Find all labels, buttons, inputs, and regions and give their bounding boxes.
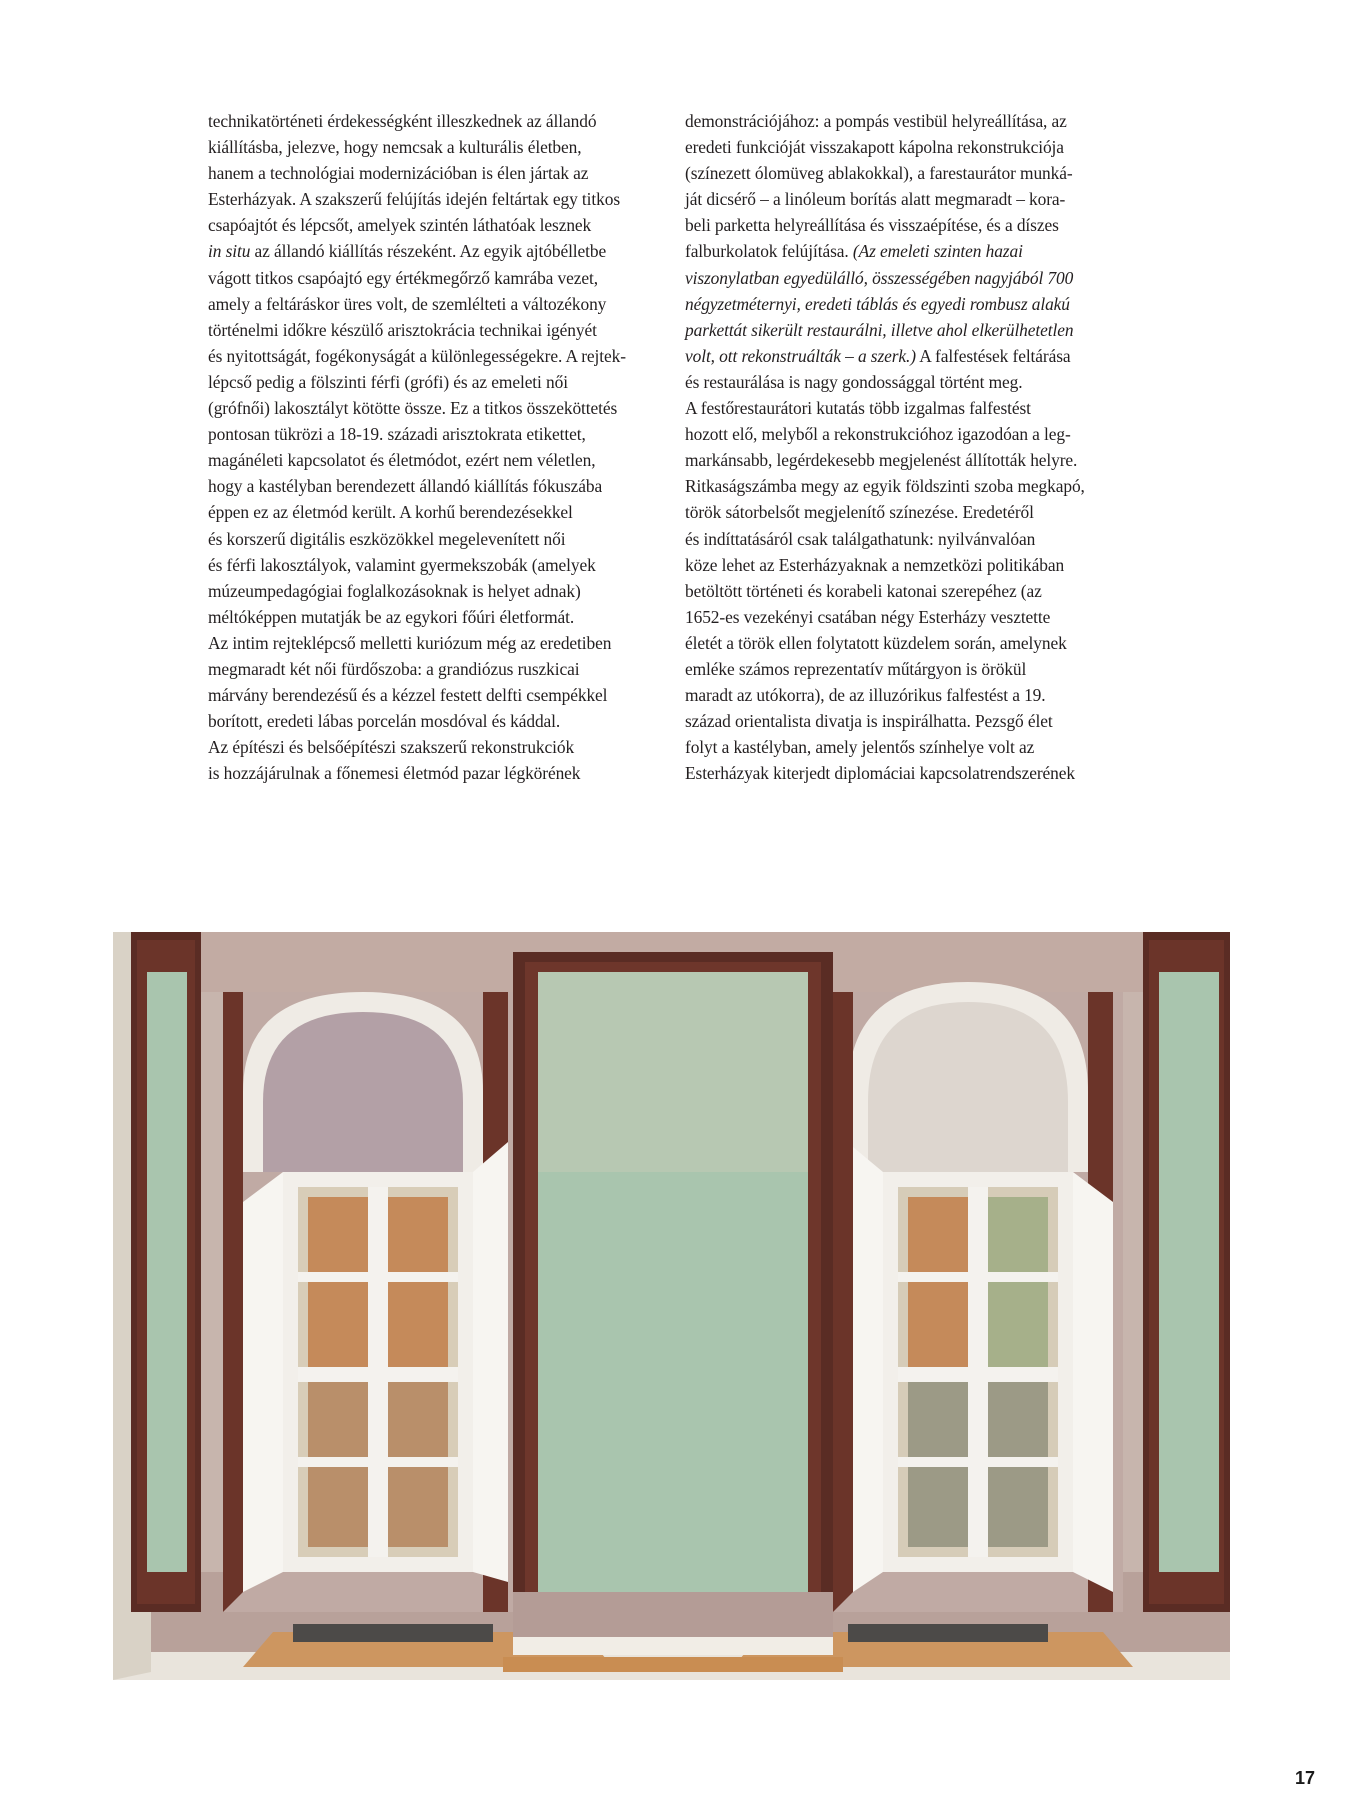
text-line: Ritkaságszámba megy az egyik földszinti szoba megkapó,: [685, 476, 1085, 497]
right-wall-panel: [1143, 932, 1230, 1612]
text-line: eredeti funkcióját visszakapott kápolna rekonstrukciója: [685, 137, 1064, 158]
text-line: (grófnői) lakosztályt kötötte össze. Ez a titkos összeköttetés: [208, 398, 618, 419]
text-line: technikatörténeti érdekességként illeszkednek az állandó: [208, 111, 597, 131]
text-line: (színezett ólomüveg ablakokkal), a farestaurátor munká-: [685, 163, 1073, 184]
text-line: betöltött történeti és korabeli katonai szerepéhez (az: [685, 580, 1042, 601]
text-line: és indíttatásáról csak találgathatunk: nyilvánvalóan: [685, 528, 1036, 549]
text-line: Esterházyak kiterjedt diplomáciai kapcsolatrendszerének: [685, 763, 1075, 784]
text-line: és férfi lakosztályok, valamint gyermekszobák (amelyek: [208, 554, 596, 575]
text-line: parkettát sikerült restaurálni, illetve ahol elkerülhetetlen: [685, 319, 1074, 340]
left-window: [243, 1142, 508, 1592]
text-line: éppen ez az életmód került. A korhű berendezésekkel: [208, 502, 573, 523]
text-line: amely a feltáráskor üres volt, de szemlélteti a változékony: [208, 293, 607, 314]
text-line: Az intim rejteklépcső melletti kuriózum még az eredetiben: [208, 632, 612, 653]
text-line: Az építészi és belsőépítészi szakszerű rekonstrukciók: [208, 737, 575, 758]
room-photo: [113, 932, 1230, 1680]
text-line: borított, eredeti lábas porcelán mosdóval és káddal.: [208, 711, 561, 732]
text-line: emléke számos reprezentatív műtárgyon is örökül: [685, 658, 1027, 679]
text-line: viszonylatban egyedülálló, összességében nagyjából 700: [685, 267, 1074, 288]
text-line: hozott elő, melyből a rekonstrukcióhoz igazodóan a leg-: [685, 424, 1071, 445]
text-line: is hozzájárulnak a főnemesi életmód pazar légkörének: [208, 763, 581, 784]
text-line: és restaurálása is nagy gondossággal történt meg.: [685, 371, 1023, 392]
text-line: méltóképpen mutatják be az egykori főúri életformát.: [208, 606, 575, 627]
text-column-right: [685, 108, 1125, 786]
text-line: kiállításba, jelezve, hogy nemcsak a kulturális életben,: [208, 137, 582, 158]
text-line: markánsabb, legérdekesebb megjelenést állították helyre.: [685, 450, 1078, 471]
text-line: török sátorbelsőt megjelenítő színezése. Eredetéről: [685, 502, 1034, 523]
text-line: demonstrációjához: a pompás vestibül helyreállítása, az: [685, 111, 1067, 131]
text-line: folyt a kastélyban, amely jelentős színhelye volt az: [685, 737, 1035, 758]
left-wall-panel: [113, 932, 201, 1680]
text-line: hogy a kastélyban berendezett állandó kiállítás fókuszába: [208, 476, 603, 497]
text-line: és nyitottságát, fogékonyságát a különlegességekre. A rejtek-: [208, 345, 626, 366]
text-line: beli parketta helyreállítása és visszaépítése, és a díszes: [685, 215, 1059, 236]
text-line: magánéleti kapcsolatot és életmódot, ezért nem véletlen,: [208, 450, 596, 471]
text-line: múzeumpedagógiai foglalkozásoknak is helyet adnak): [208, 580, 581, 601]
text-column-left: [208, 108, 648, 786]
text-line: életét a török ellen folytatott küzdelem során, amelynek: [685, 632, 1067, 653]
text-line: hanem a technológiai modernizációban is élen jártak az: [208, 163, 589, 184]
text-line: pontosan tükrözi a 18-19. századi arisztokrata etikettet,: [208, 424, 586, 445]
page-number: 17: [1294, 1768, 1315, 1788]
text-line: in situ az állandó kiállítás részeként. Az egyik ajtóbélletbe: [208, 241, 607, 262]
text-line: 1652-es vezekényi csatában négy Esterházy vesztette: [685, 606, 1051, 627]
text-line: falburkolatok felújítása. (Az emeleti szinten hazai: [685, 241, 1023, 262]
text-line: vágott titkos csapóajtó egy értékmegőrző kamrába vezet,: [208, 267, 598, 288]
text-line: maradt az utókorra), de az illuzórikus falfestést a 19.: [685, 685, 1046, 706]
text-line: lépcső pedig a fölszinti férfi (grófi) és az emeleti női: [208, 371, 568, 392]
text-line: négyzetméternyi, eredeti táblás és egyedi rombusz alakú: [685, 293, 1070, 314]
text-line: Esterházyak. A szakszerű felújítás idején feltártak egy titkos: [208, 189, 620, 210]
text-line: A festőrestaurátori kutatás több izgalmas falfestést: [685, 398, 1031, 419]
text-line: és korszerű digitális eszközökkel megelevenített női: [208, 528, 566, 549]
text-line: történelmi időkre készülő arisztokrácia technikai igényét: [208, 319, 597, 340]
text-line: csapóajtót és lépcsőt, amelyek szintén láthatóak lesznek: [208, 215, 592, 236]
center-pier: [513, 952, 833, 1655]
text-line: márvány berendezésű és a kézzel festett delfti csempékkel: [208, 685, 608, 706]
text-line: volt, ott rekonstruálták – a szerk.) A falfestések feltárása: [685, 345, 1071, 366]
text-line: megmaradt két női fürdőszoba: a grandiózus ruszkicai: [208, 658, 580, 679]
text-line: század orientalista divatja is inspirálhatta. Pezsgő élet: [685, 711, 1053, 732]
right-window: [853, 1147, 1113, 1592]
text-line: ját dicsérő – a linóleum borítás alatt megmaradt – kora-: [685, 189, 1066, 210]
text-line: köze lehet az Esterházyaknak a nemzetközi politikában: [685, 554, 1065, 575]
